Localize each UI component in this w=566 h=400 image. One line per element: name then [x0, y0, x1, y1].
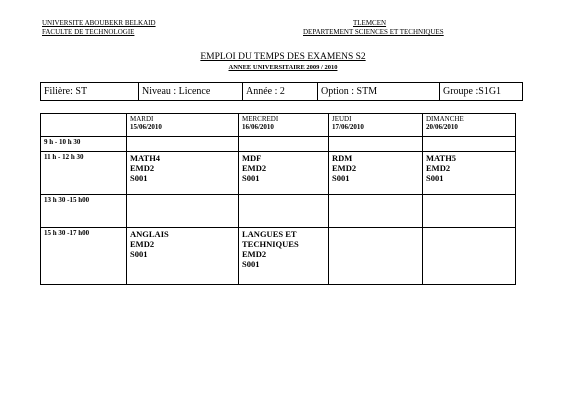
city-name: TLEMCEN [353, 19, 387, 27]
exam-line: MATH5 [426, 153, 457, 163]
day-header [423, 114, 516, 137]
day-date: 15/06/2010 [130, 123, 162, 131]
exam-cell [423, 228, 516, 285]
day-date: 17/06/2010 [332, 123, 364, 131]
time-slot-label: 15 h 30 -17 h00 [41, 228, 127, 285]
university-name: UNIVERSITE ABOUBEKR BELKAID [42, 19, 156, 27]
option-field: Option : STM [318, 83, 440, 101]
academic-year: ANNEE UNIVERSITAIRE 2009 / 2010 [228, 64, 338, 71]
exam-line: S001 [242, 173, 260, 183]
day-header [127, 114, 239, 137]
day-name: JEUDI [332, 115, 352, 123]
exam-line: EMD2 [242, 249, 267, 259]
exam-line: S001 [130, 249, 148, 259]
exam-line: MATH4 [130, 153, 161, 163]
time-slot-row [41, 137, 516, 152]
exam-cell [239, 152, 329, 195]
exam-line: ANGLAIS [130, 229, 169, 239]
exam-cell [127, 228, 239, 285]
time-slot-row [41, 152, 516, 195]
day-name: DIMANCHE [426, 115, 464, 123]
day-date: 20/06/2010 [426, 123, 458, 131]
exam-line: RDM [332, 153, 353, 163]
exam-cell [329, 152, 423, 195]
exam-line: S001 [130, 173, 148, 183]
exam-cell [423, 195, 516, 228]
exam-cell [329, 137, 423, 152]
corner-cell [41, 114, 127, 137]
annee-field: Année : 2 [243, 83, 318, 101]
exam-schedule-table [40, 113, 516, 285]
exam-line: EMD2 [332, 163, 357, 173]
time-slot-label: 9 h - 10 h 30 [41, 137, 127, 152]
exam-line: S001 [426, 173, 444, 183]
exam-cell [127, 137, 239, 152]
exam-cell [329, 228, 423, 285]
exam-line: EMD2 [130, 163, 155, 173]
info-table [40, 82, 523, 101]
exam-cell [423, 137, 516, 152]
exam-cell [127, 152, 239, 195]
department-name: DEPARTEMENT SCIENCES ET TECHNIQUES [303, 28, 444, 36]
groupe-field: Groupe :S1G1 [440, 83, 523, 101]
time-slot-row [41, 195, 516, 228]
exam-line: EMD2 [426, 163, 451, 173]
exam-cell [329, 195, 423, 228]
faculty-name: FACULTE DE TECHNOLOGIE [42, 28, 135, 36]
day-header [329, 114, 423, 137]
exam-cell [239, 137, 329, 152]
filiere-field: Filière: ST [41, 83, 139, 101]
day-name: MARDI [130, 115, 154, 123]
exam-line: EMD2 [242, 163, 267, 173]
day-name: MERCREDI [242, 115, 279, 123]
exam-line: TECHNIQUES [242, 239, 299, 249]
exam-line: S001 [332, 173, 350, 183]
exam-cell [239, 195, 329, 228]
exam-line: LANGUES ET [242, 229, 297, 239]
time-slot-label: 11 h - 12 h 30 [41, 152, 127, 195]
day-header-row [41, 114, 516, 137]
time-slot-label: 13 h 30 -15 h00 [41, 195, 127, 228]
exam-cell [423, 152, 516, 195]
day-date: 16/06/2010 [242, 123, 274, 131]
exam-line: EMD2 [130, 239, 155, 249]
exam-cell [127, 195, 239, 228]
niveau-field: Niveau : Licence [139, 83, 243, 101]
exam-line: S001 [242, 259, 260, 269]
page-title: EMPLOI DU TEMPS DES EXAMENS S2 [200, 52, 366, 62]
exam-line: MDF [242, 153, 262, 163]
exam-cell [239, 228, 329, 285]
time-slot-row [41, 228, 516, 285]
day-header [239, 114, 329, 137]
